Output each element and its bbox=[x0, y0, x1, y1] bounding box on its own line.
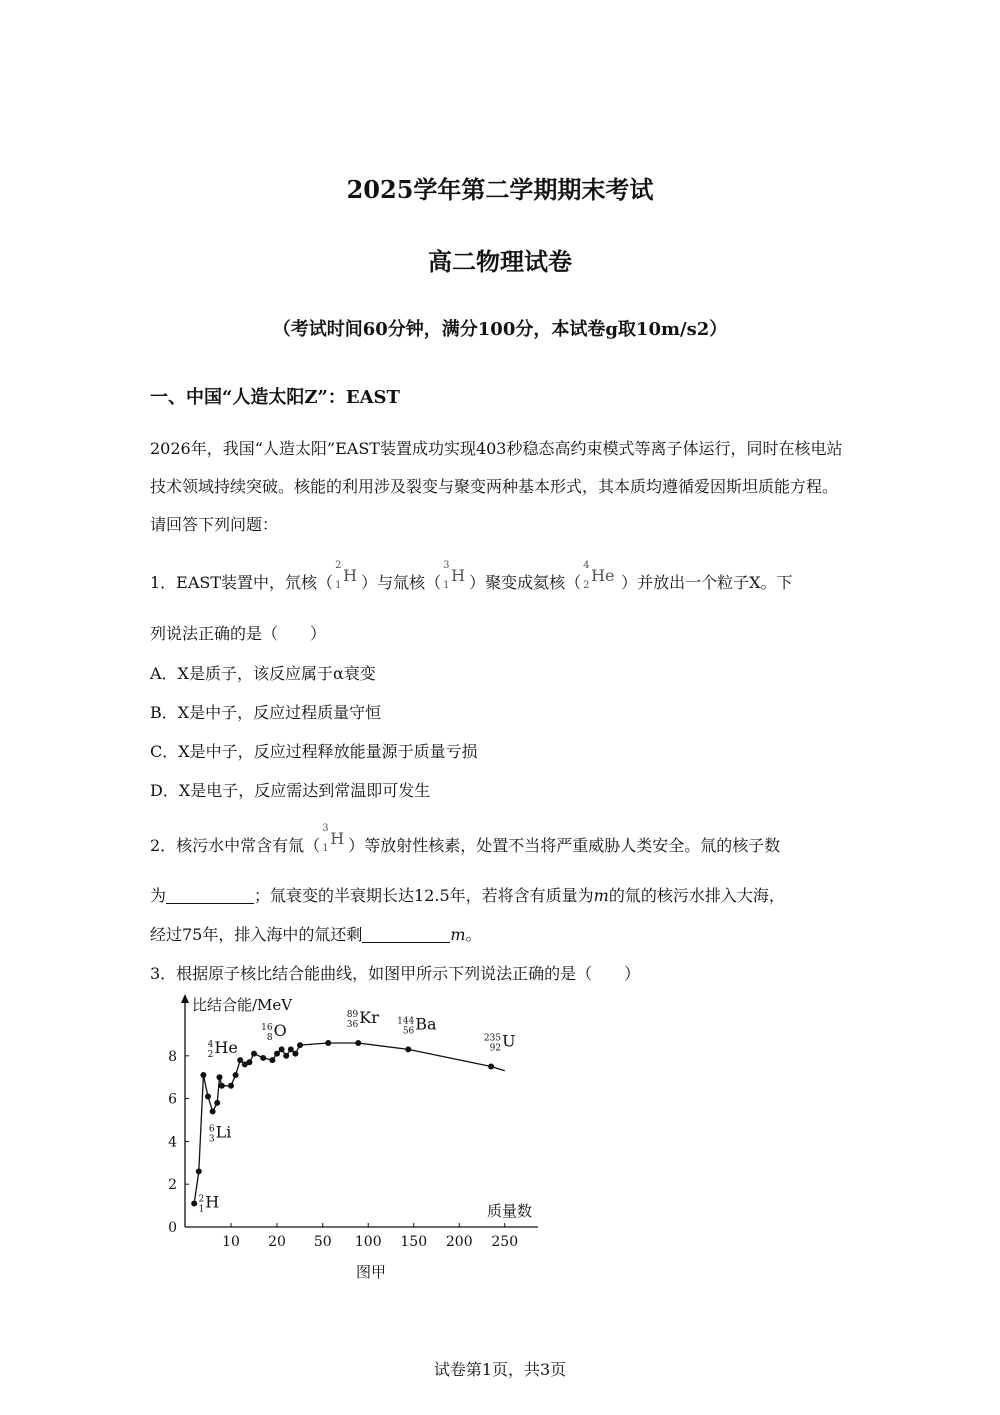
nuclide-label-h bbox=[198, 1192, 219, 1214]
data-point bbox=[288, 1046, 294, 1052]
nuclide-atomic-number: 1 bbox=[198, 1204, 205, 1215]
data-point bbox=[274, 1051, 280, 1057]
question-2-line-2 bbox=[150, 883, 785, 906]
nuclide-mass-number: 89 bbox=[346, 1009, 359, 1020]
data-point bbox=[233, 1072, 239, 1078]
y-tick-label: 8 bbox=[168, 1048, 177, 1065]
data-point bbox=[405, 1046, 411, 1052]
x-tick-label: 250 bbox=[491, 1234, 519, 1250]
nuclide-symbol: Ba bbox=[415, 1014, 437, 1034]
nuclide-mass-number: 6 bbox=[208, 1124, 215, 1135]
x-axis-label: 质量数 bbox=[487, 1202, 533, 1220]
nuclide-mass-number: 2 bbox=[198, 1194, 205, 1205]
nuclide-atomic-number: 56 bbox=[402, 1026, 415, 1037]
data-point bbox=[196, 1168, 202, 1174]
q1-text-4: ）并放出一个粒子X。下 bbox=[621, 573, 793, 592]
data-point bbox=[260, 1055, 266, 1061]
data-point bbox=[228, 1083, 234, 1089]
tritium-symbol: 3 1 H bbox=[443, 560, 466, 591]
x-tick-label: 10 bbox=[222, 1234, 240, 1250]
data-point bbox=[279, 1046, 285, 1052]
data-point bbox=[214, 1100, 220, 1106]
nuclide-symbol: U bbox=[502, 1031, 516, 1051]
binding-energy-chart bbox=[150, 990, 550, 1290]
nuclide-mass-number: 144 bbox=[397, 1016, 415, 1027]
nuclide-mass-number: 235 bbox=[483, 1033, 502, 1044]
x-tick-label: 100 bbox=[354, 1234, 382, 1250]
binding-energy-curve bbox=[194, 1043, 505, 1204]
helium-symbol: 4 2 He bbox=[583, 560, 615, 591]
q2-var-m: m bbox=[593, 886, 609, 905]
data-point bbox=[246, 1059, 252, 1065]
q1-option-c: C．X是中子，反应过程释放能量源于质量亏损 bbox=[150, 742, 478, 761]
x-tick-label: 150 bbox=[400, 1234, 428, 1250]
x-tick-label: 200 bbox=[445, 1234, 473, 1250]
tritium-symbol: 3 1 H bbox=[322, 823, 345, 854]
nuclide-mass-number: 16 bbox=[261, 1022, 273, 1033]
q2-var-m-2: m bbox=[450, 925, 466, 944]
question-1-line-1 bbox=[150, 560, 793, 596]
y-tick-label: 0 bbox=[168, 1220, 177, 1236]
q1-option-a: A．X是质子，该反应属于α衰变 bbox=[150, 664, 376, 683]
data-point bbox=[237, 1057, 243, 1063]
data-point bbox=[251, 1051, 257, 1057]
section-intro: 2026年，我国“人造太阳”EAST装置成功实现403秒稳态高约束模式等离子体运行，同时在核电站技术领域持续突破。核能的利用涉及裂变与聚变两种基本形式，其本质均遵循爱因斯坦质能方程。请回答下列问题： bbox=[150, 439, 843, 534]
section-heading: 一、中国“人造太阳Z”：EAST bbox=[150, 387, 400, 408]
answer-blank-1[interactable] bbox=[166, 887, 254, 904]
nuclide-atomic-number: 2 bbox=[207, 1050, 214, 1061]
data-point bbox=[219, 1083, 225, 1089]
nuclide-symbol: H bbox=[205, 1192, 220, 1212]
q2-text-2: ）等放射性核素，处置不当将严重威胁人类安全。氚的核子数 bbox=[348, 836, 781, 855]
q2-text-1: 2．核污水中常含有氚（ bbox=[150, 836, 321, 855]
q1-text-2: ）与氚核（ bbox=[361, 573, 442, 592]
nuclide-symbol: Li bbox=[215, 1122, 232, 1142]
q1-text-3: ）聚变成氦核（ bbox=[469, 573, 582, 592]
y-axis-label: 比结合能/MeV bbox=[192, 996, 293, 1014]
chart-caption: 图甲 bbox=[356, 1263, 387, 1281]
y-tick-label: 4 bbox=[168, 1134, 177, 1151]
data-point bbox=[205, 1093, 211, 1099]
data-point bbox=[283, 1053, 289, 1059]
data-point bbox=[217, 1074, 223, 1080]
q1-text-1: 1．EAST装置中，氘核（ bbox=[150, 573, 334, 592]
y-tick-label: 6 bbox=[168, 1091, 177, 1108]
nuclide-label-o bbox=[261, 1021, 287, 1043]
y-axis-arrow bbox=[181, 994, 189, 1003]
nuclide-symbol: Kr bbox=[359, 1007, 379, 1027]
nuclide-label-u bbox=[484, 1032, 516, 1054]
nuclide-label-he bbox=[208, 1038, 238, 1060]
nuclide-label-ba bbox=[397, 1014, 437, 1036]
nuclide-label-kr bbox=[347, 1008, 379, 1030]
nuclide-mass-number: 4 bbox=[207, 1040, 214, 1051]
answer-blank-2[interactable] bbox=[362, 926, 450, 943]
data-point bbox=[210, 1108, 216, 1114]
q2-text-6: 经过75年，排入海中的氚还剩 bbox=[150, 925, 363, 944]
exam-title: 2025学年第二学期期末考试 bbox=[346, 175, 654, 204]
data-point bbox=[488, 1064, 494, 1070]
q1-option-b: B．X是中子，反应过程质量守恒 bbox=[150, 703, 382, 722]
data-point bbox=[355, 1040, 361, 1046]
x-tick-label: 50 bbox=[313, 1234, 332, 1250]
nuclide-atomic-number: 92 bbox=[489, 1043, 502, 1054]
question-2-line-1 bbox=[150, 823, 781, 859]
question-2-line-3 bbox=[150, 922, 482, 945]
x-tick-label: 20 bbox=[268, 1234, 286, 1250]
exam-note: （考试时间60分钟，满分100分，本试卷g取10m/s2） bbox=[272, 319, 728, 340]
deuterium-symbol: 2 1 H bbox=[335, 560, 358, 591]
nuclide-symbol: He bbox=[214, 1038, 238, 1058]
nuclide-atomic-number: 36 bbox=[346, 1019, 359, 1030]
data-point bbox=[200, 1072, 206, 1078]
exam-subtitle: 高二物理试卷 bbox=[428, 247, 572, 276]
page-footer: 试卷第1页，共3页 bbox=[433, 1360, 567, 1379]
data-point bbox=[292, 1051, 298, 1057]
nuclide-atomic-number: 8 bbox=[266, 1032, 273, 1043]
data-point bbox=[191, 1200, 197, 1206]
nuclide-atomic-number: 3 bbox=[208, 1134, 215, 1145]
y-tick-label: 2 bbox=[168, 1177, 177, 1194]
nuclide-symbol: O bbox=[273, 1020, 287, 1040]
q2-text-5: 的氚的核污水排入大海， bbox=[608, 886, 785, 905]
q1-text-5: 列说法正确的是（ ） bbox=[150, 624, 327, 643]
data-point bbox=[297, 1042, 303, 1048]
q2-text-7: 。 bbox=[465, 925, 482, 944]
q1-option-d: D．X是电子，反应需达到常温即可发生 bbox=[150, 781, 431, 800]
nuclide-label-li bbox=[209, 1122, 231, 1144]
q2-text-4: ；氚衰变的半衰期长达12.5年，若将含有质量为 bbox=[254, 886, 594, 905]
data-point bbox=[269, 1057, 275, 1063]
question-3: 3．根据原子核比结合能曲线，如图甲所示下列说法正确的是（ ） bbox=[150, 964, 641, 983]
data-point bbox=[325, 1040, 331, 1046]
q2-text-3: 为 bbox=[150, 886, 167, 905]
